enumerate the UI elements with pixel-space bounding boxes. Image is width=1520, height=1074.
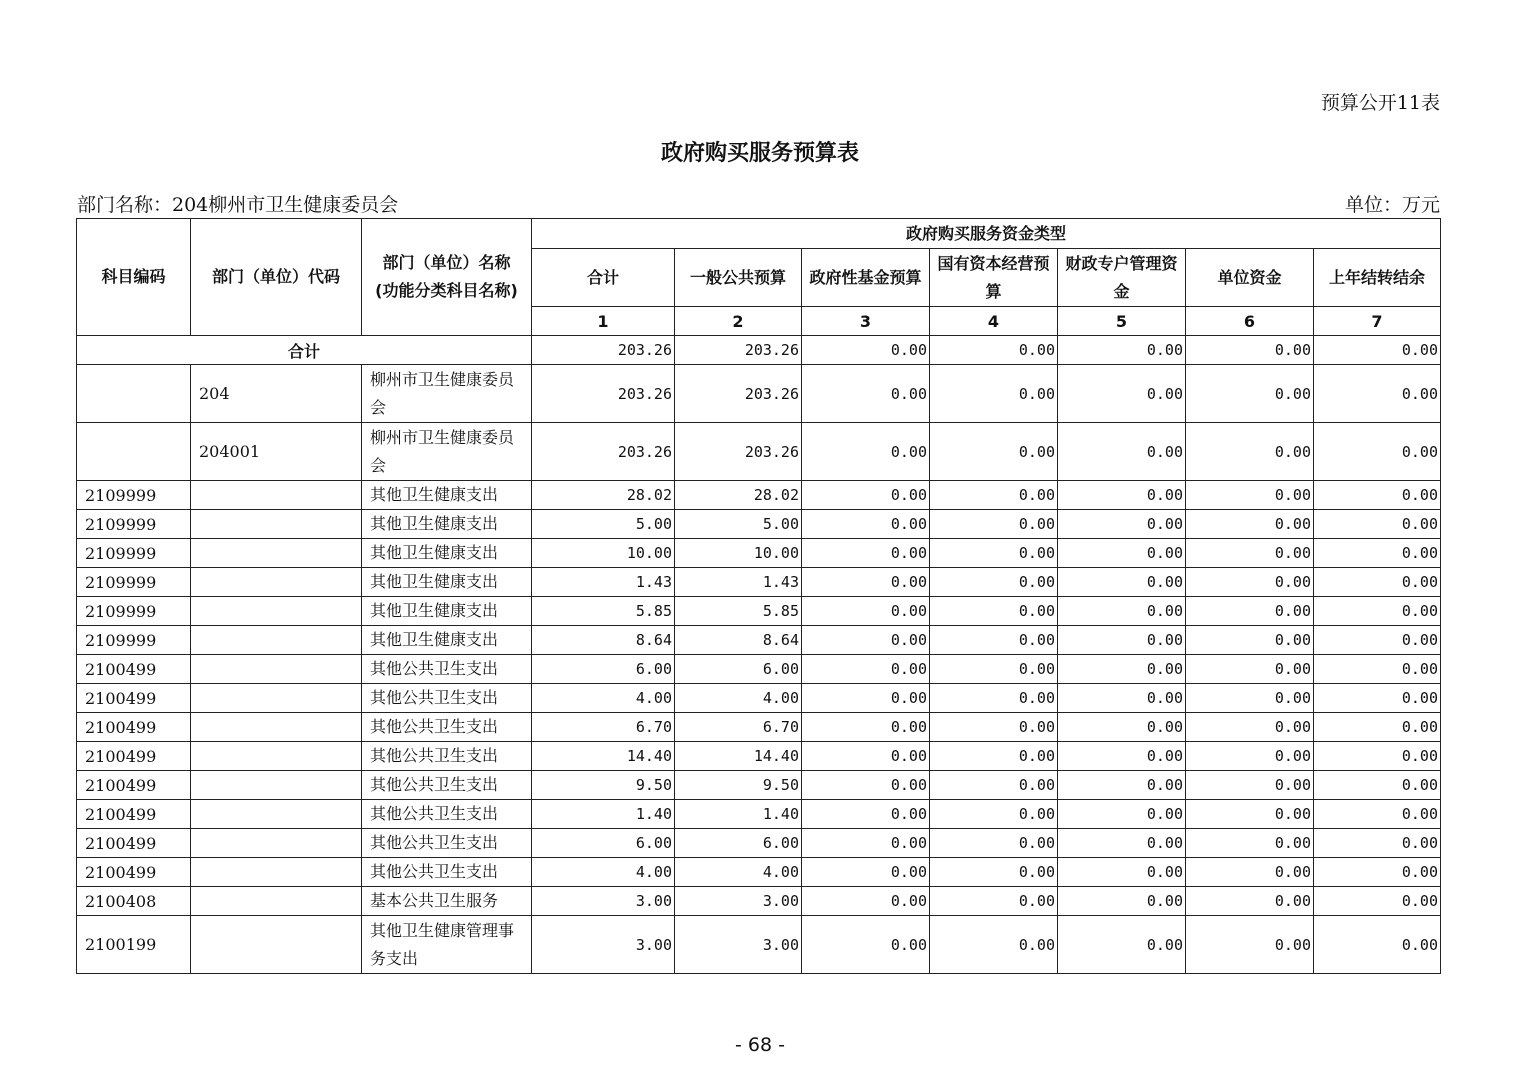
value-cell: 28.02 — [675, 481, 802, 510]
value-cell: 0.00 — [1186, 626, 1314, 655]
subject-code-cell: 2100499 — [77, 829, 191, 858]
value-cell: 0.00 — [1058, 539, 1186, 568]
dept-code-cell — [191, 626, 362, 655]
dept-name-cell: 其他公共卫生支出 — [362, 742, 532, 771]
subject-code-cell: 2100499 — [77, 655, 191, 684]
value-cell: 203.26 — [675, 423, 802, 481]
table-row — [77, 481, 1441, 510]
table-row — [77, 800, 1441, 829]
table-row — [77, 626, 1441, 655]
dept-name-cell: 其他卫生健康管理事务支出 — [362, 916, 532, 974]
value-cell: 0.00 — [1058, 365, 1186, 423]
value-cell: 8.64 — [675, 626, 802, 655]
value-cell: 0.00 — [1058, 655, 1186, 684]
value-cell: 6.00 — [532, 829, 675, 858]
table-body — [77, 336, 1441, 974]
header-col-4: 国有资本经营预算 — [930, 249, 1058, 307]
dept-name-cell: 柳州市卫生健康委员会 — [362, 365, 532, 423]
value-cell: 0.00 — [802, 597, 930, 626]
table-row — [77, 916, 1441, 974]
column-number-6: 6 — [1186, 307, 1314, 336]
subject-code-cell: 2100499 — [77, 771, 191, 800]
dept-code-cell — [191, 713, 362, 742]
value-cell: 0.00 — [1058, 713, 1186, 742]
table-row — [77, 423, 1441, 481]
page-title: 政府购买服务预算表 — [660, 141, 859, 166]
column-number-1: 1 — [532, 307, 675, 336]
dept-name-cell: 其他公共卫生支出 — [362, 655, 532, 684]
value-cell: 0.00 — [1058, 771, 1186, 800]
value-cell: 0.00 — [930, 655, 1058, 684]
value-cell: 0.00 — [802, 916, 930, 974]
subject-code-cell: 2100499 — [77, 858, 191, 887]
total-value: 0.00 — [930, 336, 1058, 365]
value-cell: 0.00 — [1314, 742, 1441, 771]
dept-name-cell: 基本公共卫生服务 — [362, 887, 532, 916]
total-value: 0.00 — [802, 336, 930, 365]
value-cell: 0.00 — [930, 829, 1058, 858]
value-cell: 0.00 — [1314, 481, 1441, 510]
table-row — [77, 829, 1441, 858]
value-cell: 0.00 — [1186, 423, 1314, 481]
value-cell: 0.00 — [802, 771, 930, 800]
value-cell: 8.64 — [532, 626, 675, 655]
value-cell: 0.00 — [802, 829, 930, 858]
value-cell: 0.00 — [1314, 626, 1441, 655]
value-cell: 0.00 — [930, 597, 1058, 626]
table-row — [77, 713, 1441, 742]
value-cell: 0.00 — [1314, 771, 1441, 800]
value-cell: 0.00 — [930, 510, 1058, 539]
value-cell: 0.00 — [930, 568, 1058, 597]
value-cell: 5.85 — [675, 597, 802, 626]
value-cell: 1.40 — [675, 800, 802, 829]
value-cell: 0.00 — [802, 887, 930, 916]
dept-code-cell: 204001 — [191, 423, 362, 481]
value-cell: 0.00 — [802, 800, 930, 829]
value-cell: 0.00 — [802, 481, 930, 510]
dept-code-cell — [191, 510, 362, 539]
value-cell: 0.00 — [1314, 655, 1441, 684]
header-fund-type: 政府购买服务资金类型 — [532, 219, 1441, 249]
dept-name-cell: 其他公共卫生支出 — [362, 771, 532, 800]
department-name-label: 部门名称：204柳州市卫生健康委员会 — [77, 194, 399, 216]
value-cell: 0.00 — [1058, 742, 1186, 771]
value-cell: 0.00 — [930, 713, 1058, 742]
dept-name-cell: 其他卫生健康支出 — [362, 539, 532, 568]
value-cell: 3.00 — [532, 916, 675, 974]
header-subject-code: 科目编码 — [77, 219, 191, 336]
header-dept-code: 部门（单位）代码 — [191, 219, 362, 336]
total-value: 203.26 — [532, 336, 675, 365]
value-cell: 3.00 — [675, 887, 802, 916]
value-cell: 0.00 — [802, 568, 930, 597]
value-cell: 0.00 — [802, 510, 930, 539]
total-value: 203.26 — [675, 336, 802, 365]
table-row — [77, 771, 1441, 800]
value-cell: 0.00 — [1314, 568, 1441, 597]
value-cell: 0.00 — [1186, 597, 1314, 626]
value-cell: 0.00 — [1186, 713, 1314, 742]
dept-code-cell — [191, 568, 362, 597]
value-cell: 6.70 — [532, 713, 675, 742]
subject-code-cell: 2100499 — [77, 742, 191, 771]
subject-code-cell — [77, 365, 191, 423]
value-cell: 0.00 — [1314, 887, 1441, 916]
value-cell: 0.00 — [930, 365, 1058, 423]
value-cell: 0.00 — [1058, 481, 1186, 510]
column-number-2: 2 — [675, 307, 802, 336]
value-cell: 0.00 — [1058, 597, 1186, 626]
value-cell: 0.00 — [930, 742, 1058, 771]
value-cell: 0.00 — [1314, 916, 1441, 974]
value-cell: 0.00 — [1186, 858, 1314, 887]
value-cell: 9.50 — [675, 771, 802, 800]
dept-name-cell: 其他卫生健康支出 — [362, 481, 532, 510]
value-cell: 0.00 — [1058, 887, 1186, 916]
value-cell: 0.00 — [930, 423, 1058, 481]
value-cell: 4.00 — [532, 684, 675, 713]
subject-code-cell: 2109999 — [77, 597, 191, 626]
value-cell: 5.00 — [532, 510, 675, 539]
table-row — [77, 597, 1441, 626]
value-cell: 0.00 — [1314, 539, 1441, 568]
value-cell: 0.00 — [1186, 481, 1314, 510]
value-cell: 0.00 — [1186, 771, 1314, 800]
value-cell: 3.00 — [675, 916, 802, 974]
value-cell: 0.00 — [802, 626, 930, 655]
value-cell: 0.00 — [930, 771, 1058, 800]
column-number-7: 7 — [1314, 307, 1441, 336]
value-cell: 6.00 — [675, 829, 802, 858]
header-col-6: 单位资金 — [1186, 249, 1314, 307]
value-cell: 0.00 — [1186, 742, 1314, 771]
dept-name-cell: 柳州市卫生健康委员会 — [362, 423, 532, 481]
value-cell: 0.00 — [930, 684, 1058, 713]
value-cell: 9.50 — [532, 771, 675, 800]
subject-code-cell — [77, 423, 191, 481]
dept-name-cell: 其他卫生健康支出 — [362, 568, 532, 597]
subject-code-cell: 2100499 — [77, 713, 191, 742]
value-cell: 0.00 — [1186, 510, 1314, 539]
subject-code-cell: 2109999 — [77, 539, 191, 568]
value-cell: 0.00 — [1058, 568, 1186, 597]
value-cell: 0.00 — [930, 887, 1058, 916]
value-cell: 0.00 — [1058, 916, 1186, 974]
dept-name-cell: 其他卫生健康支出 — [362, 510, 532, 539]
value-cell: 14.40 — [675, 742, 802, 771]
dept-code-cell — [191, 800, 362, 829]
value-cell: 1.43 — [532, 568, 675, 597]
value-cell: 28.02 — [532, 481, 675, 510]
value-cell: 0.00 — [1186, 539, 1314, 568]
dept-name-cell: 其他公共卫生支出 — [362, 829, 532, 858]
value-cell: 0.00 — [1058, 800, 1186, 829]
subject-code-cell: 2109999 — [77, 626, 191, 655]
value-cell: 0.00 — [1186, 568, 1314, 597]
value-cell: 0.00 — [802, 858, 930, 887]
header-col-5: 财政专户管理资金 — [1058, 249, 1186, 307]
value-cell: 0.00 — [1314, 684, 1441, 713]
table-row — [77, 684, 1441, 713]
value-cell: 1.40 — [532, 800, 675, 829]
dept-code-cell — [191, 655, 362, 684]
value-cell: 0.00 — [1314, 597, 1441, 626]
dept-code-cell — [191, 742, 362, 771]
column-number-4: 4 — [930, 307, 1058, 336]
value-cell: 0.00 — [1186, 365, 1314, 423]
table-row — [77, 887, 1441, 916]
subject-code-cell: 2100199 — [77, 916, 191, 974]
value-cell: 0.00 — [1314, 713, 1441, 742]
budget-table — [76, 218, 1441, 974]
dept-code-cell — [191, 684, 362, 713]
dept-code-cell — [191, 916, 362, 974]
header-col-2: 一般公共预算 — [675, 249, 802, 307]
page-number: - 68 - — [735, 1034, 785, 1056]
value-cell: 0.00 — [1314, 510, 1441, 539]
value-cell: 0.00 — [1058, 829, 1186, 858]
table-number-label: 预算公开11表 — [1320, 92, 1440, 114]
value-cell: 4.00 — [675, 684, 802, 713]
value-cell: 3.00 — [532, 887, 675, 916]
value-cell: 0.00 — [802, 684, 930, 713]
header-col-1: 合计 — [532, 249, 675, 307]
total-row — [77, 336, 1441, 365]
value-cell: 0.00 — [1314, 423, 1441, 481]
dept-code-cell — [191, 771, 362, 800]
subject-code-cell: 2100408 — [77, 887, 191, 916]
value-cell: 203.26 — [675, 365, 802, 423]
dept-name-cell: 其他卫生健康支出 — [362, 626, 532, 655]
subject-code-cell: 2100499 — [77, 684, 191, 713]
dept-name-cell: 其他公共卫生支出 — [362, 800, 532, 829]
subject-code-cell: 2109999 — [77, 568, 191, 597]
header-dept-name-line1: 部门（单位）名称 — [382, 253, 511, 272]
value-cell: 0.00 — [930, 539, 1058, 568]
dept-name-cell: 其他卫生健康支出 — [362, 597, 532, 626]
value-cell: 0.00 — [1314, 365, 1441, 423]
dept-code-cell — [191, 481, 362, 510]
dept-code-cell — [191, 597, 362, 626]
table-row — [77, 539, 1441, 568]
value-cell: 0.00 — [802, 423, 930, 481]
value-cell: 0.00 — [802, 539, 930, 568]
value-cell: 0.00 — [1186, 655, 1314, 684]
column-number-3: 3 — [802, 307, 930, 336]
header-dept-name-line2: (功能分类科目名称) — [375, 281, 518, 300]
value-cell: 0.00 — [1186, 800, 1314, 829]
dept-name-cell: 其他公共卫生支出 — [362, 858, 532, 887]
value-cell: 5.85 — [532, 597, 675, 626]
column-number-5: 5 — [1058, 307, 1186, 336]
value-cell: 4.00 — [532, 858, 675, 887]
value-cell: 0.00 — [1314, 858, 1441, 887]
value-cell: 14.40 — [532, 742, 675, 771]
dept-code-cell — [191, 539, 362, 568]
total-value: 0.00 — [1314, 336, 1441, 365]
value-cell: 6.00 — [675, 655, 802, 684]
value-cell: 0.00 — [802, 365, 930, 423]
total-label: 合计 — [77, 336, 532, 365]
value-cell: 10.00 — [675, 539, 802, 568]
table-row — [77, 568, 1441, 597]
value-cell: 0.00 — [1186, 829, 1314, 858]
unit-label: 单位：万元 — [1344, 194, 1440, 216]
table-row — [77, 742, 1441, 771]
subject-code-cell: 2109999 — [77, 481, 191, 510]
dept-code-cell — [191, 829, 362, 858]
table-row — [77, 365, 1441, 423]
table-row — [77, 655, 1441, 684]
value-cell: 0.00 — [930, 800, 1058, 829]
value-cell: 6.70 — [675, 713, 802, 742]
value-cell: 0.00 — [1314, 829, 1441, 858]
value-cell: 0.00 — [1058, 858, 1186, 887]
value-cell: 203.26 — [532, 365, 675, 423]
value-cell: 5.00 — [675, 510, 802, 539]
value-cell: 0.00 — [802, 742, 930, 771]
value-cell: 0.00 — [930, 481, 1058, 510]
value-cell: 0.00 — [802, 655, 930, 684]
value-cell: 0.00 — [1058, 423, 1186, 481]
value-cell: 0.00 — [1186, 887, 1314, 916]
table-row — [77, 858, 1441, 887]
dept-code-cell — [191, 858, 362, 887]
value-cell: 0.00 — [1058, 684, 1186, 713]
header-dept-name — [362, 219, 532, 336]
value-cell: 0.00 — [1314, 800, 1441, 829]
value-cell: 0.00 — [930, 916, 1058, 974]
header-col-3: 政府性基金预算 — [802, 249, 930, 307]
dept-name-cell: 其他公共卫生支出 — [362, 684, 532, 713]
value-cell: 1.43 — [675, 568, 802, 597]
header-col-7: 上年结转结余 — [1314, 249, 1441, 307]
subject-code-cell: 2109999 — [77, 510, 191, 539]
value-cell: 6.00 — [532, 655, 675, 684]
dept-name-cell: 其他公共卫生支出 — [362, 713, 532, 742]
value-cell: 4.00 — [675, 858, 802, 887]
value-cell: 0.00 — [930, 858, 1058, 887]
value-cell: 0.00 — [1186, 684, 1314, 713]
value-cell: 203.26 — [532, 423, 675, 481]
total-value: 0.00 — [1058, 336, 1186, 365]
dept-code-cell: 204 — [191, 365, 362, 423]
table-row — [77, 510, 1441, 539]
value-cell: 0.00 — [1058, 510, 1186, 539]
value-cell: 0.00 — [930, 626, 1058, 655]
value-cell: 0.00 — [802, 713, 930, 742]
dept-code-cell — [191, 887, 362, 916]
subject-code-cell: 2100499 — [77, 800, 191, 829]
total-value: 0.00 — [1186, 336, 1314, 365]
value-cell: 0.00 — [1186, 916, 1314, 974]
value-cell: 10.00 — [532, 539, 675, 568]
value-cell: 0.00 — [1058, 626, 1186, 655]
